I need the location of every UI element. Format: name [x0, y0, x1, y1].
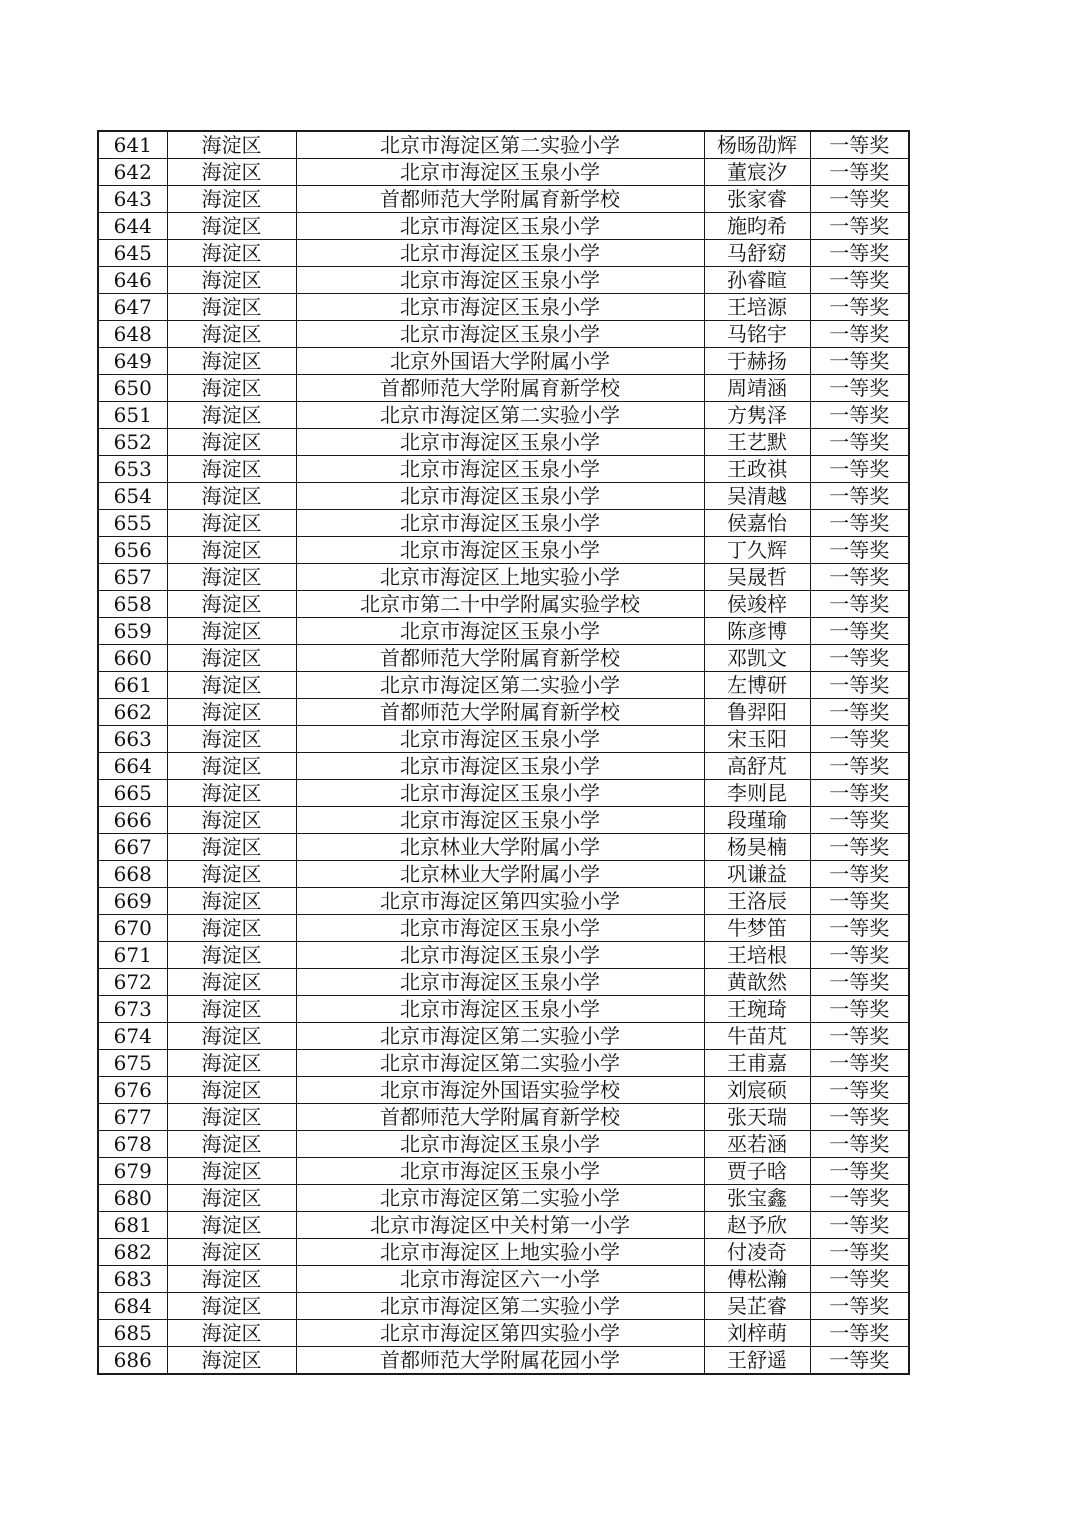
table-row: [98, 1023, 909, 1050]
student-name-cell: 张天瑞: [704, 1104, 810, 1131]
table-row: [98, 456, 909, 483]
table-row: [98, 1266, 909, 1293]
award-cell: 一等奖: [810, 996, 909, 1023]
student-name-cell: 邓凯文: [704, 645, 810, 672]
row-number-cell: 683: [98, 1266, 167, 1293]
student-name-cell: 侯竣梓: [704, 591, 810, 618]
table-row: [98, 591, 909, 618]
student-name-cell: 侯嘉怡: [704, 510, 810, 537]
school-cell: 北京市海淀区玉泉小学: [296, 726, 704, 753]
award-cell: 一等奖: [810, 240, 909, 267]
school-cell: 首都师范大学附属育新学校: [296, 699, 704, 726]
student-name-cell: 巩谦益: [704, 861, 810, 888]
school-cell: 北京市海淀区玉泉小学: [296, 483, 704, 510]
school-cell: 北京市海淀区第四实验小学: [296, 1320, 704, 1347]
district-cell: 海淀区: [167, 1266, 296, 1293]
table-row: [98, 780, 909, 807]
award-cell: 一等奖: [810, 942, 909, 969]
table-row: [98, 510, 909, 537]
school-cell: 北京市海淀区上地实验小学: [296, 1239, 704, 1266]
table-row: [98, 131, 909, 159]
school-cell: 北京市海淀区玉泉小学: [296, 456, 704, 483]
award-cell: 一等奖: [810, 1104, 909, 1131]
district-cell: 海淀区: [167, 942, 296, 969]
school-cell: 北京市海淀区玉泉小学: [296, 510, 704, 537]
district-cell: 海淀区: [167, 375, 296, 402]
table-row: [98, 699, 909, 726]
district-cell: 海淀区: [167, 131, 296, 159]
table-row: [98, 888, 909, 915]
district-cell: 海淀区: [167, 1185, 296, 1212]
school-cell: 北京市海淀区第四实验小学: [296, 888, 704, 915]
row-number-cell: 667: [98, 834, 167, 861]
award-cell: 一等奖: [810, 159, 909, 186]
school-cell: 首都师范大学附属育新学校: [296, 186, 704, 213]
district-cell: 海淀区: [167, 699, 296, 726]
row-number-cell: 669: [98, 888, 167, 915]
district-cell: 海淀区: [167, 1158, 296, 1185]
award-list-body: [98, 131, 909, 1374]
award-cell: 一等奖: [810, 1158, 909, 1185]
award-list-table: [97, 130, 910, 1375]
student-name-cell: 刘宸硕: [704, 1077, 810, 1104]
table-row: [98, 834, 909, 861]
award-cell: 一等奖: [810, 267, 909, 294]
district-cell: 海淀区: [167, 1347, 296, 1375]
student-name-cell: 张宝鑫: [704, 1185, 810, 1212]
row-number-cell: 686: [98, 1347, 167, 1375]
school-cell: 北京市海淀区第二实验小学: [296, 1185, 704, 1212]
table-row: [98, 240, 909, 267]
award-cell: 一等奖: [810, 456, 909, 483]
district-cell: 海淀区: [167, 996, 296, 1023]
student-name-cell: 左博研: [704, 672, 810, 699]
district-cell: 海淀区: [167, 915, 296, 942]
table-row: [98, 483, 909, 510]
award-cell: 一等奖: [810, 564, 909, 591]
row-number-cell: 657: [98, 564, 167, 591]
student-name-cell: 吴清越: [704, 483, 810, 510]
district-cell: 海淀区: [167, 591, 296, 618]
row-number-cell: 653: [98, 456, 167, 483]
school-cell: 北京市海淀区第二实验小学: [296, 1050, 704, 1077]
student-name-cell: 牛梦笛: [704, 915, 810, 942]
table-row: [98, 402, 909, 429]
school-cell: 北京市海淀区玉泉小学: [296, 753, 704, 780]
table-row: [98, 1104, 909, 1131]
award-cell: 一等奖: [810, 1023, 909, 1050]
row-number-cell: 641: [98, 131, 167, 159]
row-number-cell: 670: [98, 915, 167, 942]
row-number-cell: 678: [98, 1131, 167, 1158]
student-name-cell: 张家睿: [704, 186, 810, 213]
school-cell: 北京市海淀区六一小学: [296, 1266, 704, 1293]
row-number-cell: 643: [98, 186, 167, 213]
award-cell: 一等奖: [810, 618, 909, 645]
award-cell: 一等奖: [810, 915, 909, 942]
row-number-cell: 655: [98, 510, 167, 537]
student-name-cell: 杨昊楠: [704, 834, 810, 861]
district-cell: 海淀区: [167, 780, 296, 807]
row-number-cell: 665: [98, 780, 167, 807]
school-cell: 北京市海淀区第二实验小学: [296, 672, 704, 699]
row-number-cell: 677: [98, 1104, 167, 1131]
row-number-cell: 645: [98, 240, 167, 267]
award-cell: 一等奖: [810, 645, 909, 672]
student-name-cell: 黄歆然: [704, 969, 810, 996]
district-cell: 海淀区: [167, 1131, 296, 1158]
school-cell: 北京市海淀区玉泉小学: [296, 915, 704, 942]
school-cell: 北京市海淀区第二实验小学: [296, 131, 704, 159]
row-number-cell: 673: [98, 996, 167, 1023]
award-cell: 一等奖: [810, 699, 909, 726]
award-cell: 一等奖: [810, 1050, 909, 1077]
award-cell: 一等奖: [810, 321, 909, 348]
school-cell: 北京市海淀区上地实验小学: [296, 564, 704, 591]
student-name-cell: 段瑾瑜: [704, 807, 810, 834]
student-name-cell: 吴晟哲: [704, 564, 810, 591]
district-cell: 海淀区: [167, 1077, 296, 1104]
table-row: [98, 996, 909, 1023]
award-cell: 一等奖: [810, 429, 909, 456]
district-cell: 海淀区: [167, 402, 296, 429]
district-cell: 海淀区: [167, 1212, 296, 1239]
district-cell: 海淀区: [167, 321, 296, 348]
table-row: [98, 1320, 909, 1347]
school-cell: 北京市海淀区玉泉小学: [296, 780, 704, 807]
award-cell: 一等奖: [810, 969, 909, 996]
student-name-cell: 鲁羿阳: [704, 699, 810, 726]
row-number-cell: 674: [98, 1023, 167, 1050]
table-row: [98, 375, 909, 402]
student-name-cell: 刘梓萌: [704, 1320, 810, 1347]
row-number-cell: 656: [98, 537, 167, 564]
row-number-cell: 659: [98, 618, 167, 645]
school-cell: 北京市海淀区第二实验小学: [296, 1023, 704, 1050]
award-cell: 一等奖: [810, 131, 909, 159]
row-number-cell: 676: [98, 1077, 167, 1104]
student-name-cell: 吴芷睿: [704, 1293, 810, 1320]
table-row: [98, 429, 909, 456]
district-cell: 海淀区: [167, 618, 296, 645]
district-cell: 海淀区: [167, 969, 296, 996]
district-cell: 海淀区: [167, 672, 296, 699]
row-number-cell: 651: [98, 402, 167, 429]
student-name-cell: 王琬琦: [704, 996, 810, 1023]
school-cell: 北京市海淀区玉泉小学: [296, 807, 704, 834]
row-number-cell: 664: [98, 753, 167, 780]
row-number-cell: 658: [98, 591, 167, 618]
row-number-cell: 682: [98, 1239, 167, 1266]
school-cell: 首都师范大学附属育新学校: [296, 645, 704, 672]
student-name-cell: 巫若涵: [704, 1131, 810, 1158]
row-number-cell: 675: [98, 1050, 167, 1077]
school-cell: 北京市海淀区玉泉小学: [296, 159, 704, 186]
school-cell: 首都师范大学附属育新学校: [296, 1104, 704, 1131]
student-name-cell: 马铭宇: [704, 321, 810, 348]
award-cell: 一等奖: [810, 1239, 909, 1266]
student-name-cell: 付凌奇: [704, 1239, 810, 1266]
student-name-cell: 董宸汐: [704, 159, 810, 186]
award-cell: 一等奖: [810, 402, 909, 429]
table-row: [98, 321, 909, 348]
row-number-cell: 672: [98, 969, 167, 996]
row-number-cell: 671: [98, 942, 167, 969]
school-cell: 北京市海淀区玉泉小学: [296, 267, 704, 294]
award-cell: 一等奖: [810, 1077, 909, 1104]
row-number-cell: 662: [98, 699, 167, 726]
student-name-cell: 傅松瀚: [704, 1266, 810, 1293]
award-cell: 一等奖: [810, 294, 909, 321]
district-cell: 海淀区: [167, 213, 296, 240]
table-row: [98, 861, 909, 888]
student-name-cell: 高舒芃: [704, 753, 810, 780]
student-name-cell: 丁久辉: [704, 537, 810, 564]
district-cell: 海淀区: [167, 753, 296, 780]
table-row: [98, 1212, 909, 1239]
table-row: [98, 672, 909, 699]
table-row: [98, 942, 909, 969]
school-cell: 北京市海淀区玉泉小学: [296, 942, 704, 969]
award-cell: 一等奖: [810, 348, 909, 375]
school-cell: 北京市海淀区玉泉小学: [296, 1131, 704, 1158]
district-cell: 海淀区: [167, 861, 296, 888]
school-cell: 北京市海淀区玉泉小学: [296, 1158, 704, 1185]
award-cell: 一等奖: [810, 1212, 909, 1239]
school-cell: 北京市海淀区第二实验小学: [296, 1293, 704, 1320]
school-cell: 北京市海淀区玉泉小学: [296, 996, 704, 1023]
award-cell: 一等奖: [810, 510, 909, 537]
award-cell: 一等奖: [810, 726, 909, 753]
student-name-cell: 李则昆: [704, 780, 810, 807]
school-cell: 北京市海淀区玉泉小学: [296, 537, 704, 564]
award-cell: 一等奖: [810, 861, 909, 888]
row-number-cell: 679: [98, 1158, 167, 1185]
student-name-cell: 宋玉阳: [704, 726, 810, 753]
student-name-cell: 方隽泽: [704, 402, 810, 429]
table-row: [98, 1239, 909, 1266]
school-cell: 首都师范大学附属花园小学: [296, 1347, 704, 1375]
row-number-cell: 685: [98, 1320, 167, 1347]
student-name-cell: 王培根: [704, 942, 810, 969]
row-number-cell: 663: [98, 726, 167, 753]
row-number-cell: 652: [98, 429, 167, 456]
row-number-cell: 684: [98, 1293, 167, 1320]
school-cell: 北京林业大学附属小学: [296, 834, 704, 861]
table-row: [98, 969, 909, 996]
table-row: [98, 618, 909, 645]
district-cell: 海淀区: [167, 429, 296, 456]
table-row: [98, 537, 909, 564]
district-cell: 海淀区: [167, 186, 296, 213]
district-cell: 海淀区: [167, 294, 296, 321]
district-cell: 海淀区: [167, 564, 296, 591]
student-name-cell: 王培源: [704, 294, 810, 321]
table-row: [98, 348, 909, 375]
district-cell: 海淀区: [167, 1104, 296, 1131]
award-cell: 一等奖: [810, 753, 909, 780]
district-cell: 海淀区: [167, 456, 296, 483]
school-cell: 北京市海淀区玉泉小学: [296, 294, 704, 321]
district-cell: 海淀区: [167, 1293, 296, 1320]
district-cell: 海淀区: [167, 240, 296, 267]
student-name-cell: 马舒窈: [704, 240, 810, 267]
table-row: [98, 1158, 909, 1185]
table-row: [98, 213, 909, 240]
student-name-cell: 孙睿暄: [704, 267, 810, 294]
school-cell: 北京外国语大学附属小学: [296, 348, 704, 375]
district-cell: 海淀区: [167, 888, 296, 915]
table-row: [98, 726, 909, 753]
award-cell: 一等奖: [810, 807, 909, 834]
student-name-cell: 王艺默: [704, 429, 810, 456]
row-number-cell: 650: [98, 375, 167, 402]
school-cell: 首都师范大学附属育新学校: [296, 375, 704, 402]
row-number-cell: 680: [98, 1185, 167, 1212]
district-cell: 海淀区: [167, 159, 296, 186]
row-number-cell: 647: [98, 294, 167, 321]
school-cell: 北京市海淀外国语实验学校: [296, 1077, 704, 1104]
student-name-cell: 王甫嘉: [704, 1050, 810, 1077]
district-cell: 海淀区: [167, 1050, 296, 1077]
table-row: [98, 753, 909, 780]
student-name-cell: 牛苗芃: [704, 1023, 810, 1050]
award-cell: 一等奖: [810, 483, 909, 510]
award-cell: 一等奖: [810, 888, 909, 915]
table-row: [98, 294, 909, 321]
table-row: [98, 1131, 909, 1158]
district-cell: 海淀区: [167, 1320, 296, 1347]
student-name-cell: 王政祺: [704, 456, 810, 483]
table-row: [98, 1077, 909, 1104]
row-number-cell: 681: [98, 1212, 167, 1239]
student-name-cell: 施昀希: [704, 213, 810, 240]
table-row: [98, 1050, 909, 1077]
student-name-cell: 于赫扬: [704, 348, 810, 375]
district-cell: 海淀区: [167, 267, 296, 294]
award-cell: 一等奖: [810, 1347, 909, 1375]
award-cell: 一等奖: [810, 1266, 909, 1293]
student-name-cell: 贾子晗: [704, 1158, 810, 1185]
award-cell: 一等奖: [810, 186, 909, 213]
school-cell: 北京市海淀区玉泉小学: [296, 321, 704, 348]
student-name-cell: 陈彦博: [704, 618, 810, 645]
school-cell: 北京市海淀区玉泉小学: [296, 213, 704, 240]
student-name-cell: 杨旸劭辉: [704, 131, 810, 159]
district-cell: 海淀区: [167, 807, 296, 834]
row-number-cell: 666: [98, 807, 167, 834]
school-cell: 北京市海淀区玉泉小学: [296, 969, 704, 996]
school-cell: 北京市海淀区中关村第一小学: [296, 1212, 704, 1239]
award-cell: 一等奖: [810, 213, 909, 240]
table-row: [98, 186, 909, 213]
table-row: [98, 267, 909, 294]
table-row: [98, 564, 909, 591]
row-number-cell: 668: [98, 861, 167, 888]
row-number-cell: 646: [98, 267, 167, 294]
table-row: [98, 807, 909, 834]
award-cell: 一等奖: [810, 591, 909, 618]
row-number-cell: 648: [98, 321, 167, 348]
student-name-cell: 王洛辰: [704, 888, 810, 915]
school-cell: 北京市第二十中学附属实验学校: [296, 591, 704, 618]
district-cell: 海淀区: [167, 348, 296, 375]
row-number-cell: 644: [98, 213, 167, 240]
award-cell: 一等奖: [810, 1131, 909, 1158]
row-number-cell: 660: [98, 645, 167, 672]
district-cell: 海淀区: [167, 483, 296, 510]
student-name-cell: 赵予欣: [704, 1212, 810, 1239]
district-cell: 海淀区: [167, 1023, 296, 1050]
award-cell: 一等奖: [810, 1185, 909, 1212]
award-cell: 一等奖: [810, 672, 909, 699]
district-cell: 海淀区: [167, 510, 296, 537]
row-number-cell: 649: [98, 348, 167, 375]
student-name-cell: 王舒遥: [704, 1347, 810, 1375]
award-cell: 一等奖: [810, 375, 909, 402]
student-name-cell: 周靖涵: [704, 375, 810, 402]
table-row: [98, 1185, 909, 1212]
table-row: [98, 159, 909, 186]
school-cell: 北京林业大学附属小学: [296, 861, 704, 888]
award-cell: 一等奖: [810, 780, 909, 807]
award-cell: 一等奖: [810, 1293, 909, 1320]
district-cell: 海淀区: [167, 537, 296, 564]
table-row: [98, 1347, 909, 1375]
award-cell: 一等奖: [810, 1320, 909, 1347]
school-cell: 北京市海淀区玉泉小学: [296, 429, 704, 456]
school-cell: 北京市海淀区玉泉小学: [296, 618, 704, 645]
row-number-cell: 654: [98, 483, 167, 510]
table-row: [98, 645, 909, 672]
district-cell: 海淀区: [167, 726, 296, 753]
district-cell: 海淀区: [167, 1239, 296, 1266]
table-row: [98, 1293, 909, 1320]
school-cell: 北京市海淀区玉泉小学: [296, 240, 704, 267]
award-cell: 一等奖: [810, 537, 909, 564]
row-number-cell: 642: [98, 159, 167, 186]
district-cell: 海淀区: [167, 645, 296, 672]
district-cell: 海淀区: [167, 834, 296, 861]
school-cell: 北京市海淀区第二实验小学: [296, 402, 704, 429]
table-row: [98, 915, 909, 942]
row-number-cell: 661: [98, 672, 167, 699]
award-cell: 一等奖: [810, 834, 909, 861]
